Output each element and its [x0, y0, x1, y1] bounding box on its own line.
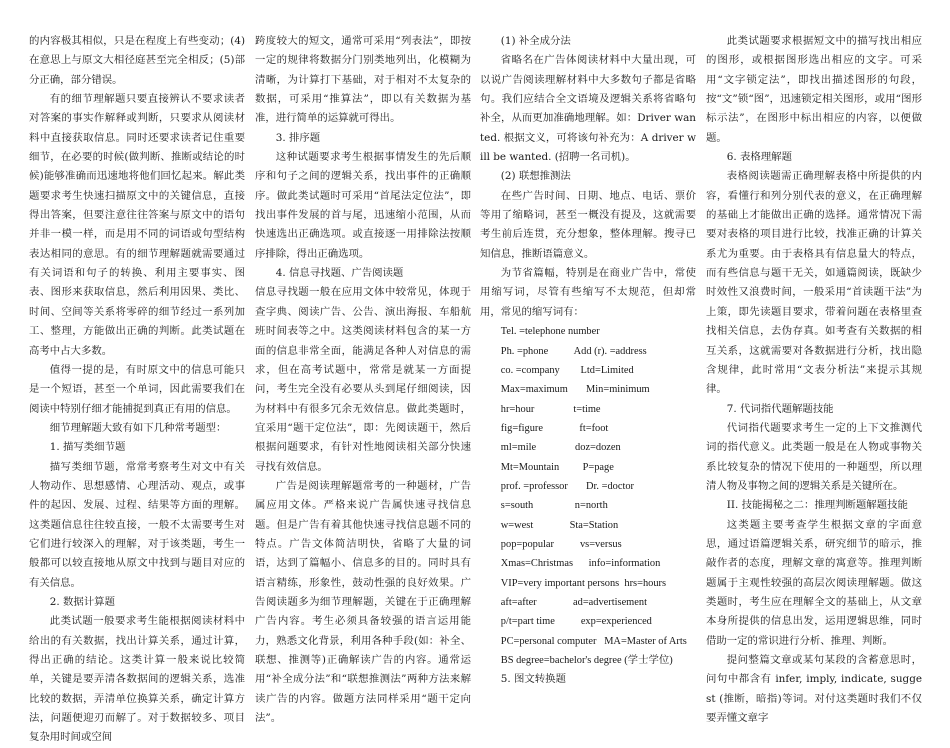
- paragraph: II. 技能揭秘之二：推理判断题解题技能: [726, 499, 908, 512]
- paragraph: VIP=very important persons hrs=hours: [500, 577, 667, 589]
- paragraph: (2) 联想推测法: [500, 170, 571, 183]
- paragraph: 这类题主要考查学生根据文章的字面意思，通过语篇逻辑关系，研究细节的暗示，推敲作者的态度，理解文章的寓意等。推理判断题属于主观性较强的高层次阅读理解题。做这类题时，考生应在理解全文的基础上，从文章本身所提供的信息出发，运用逻辑思维，同时借助一定的常识进行分析、推理、判断。: [706, 518, 922, 647]
- paragraph: 此类试题要求根据短文中的描写找出相应的图形，或根据图形选出相应的文字。可采用“文字锁定法”，即找出描述图形的句段，按“文”锁“图”，迅速锁定相关图形，或用“图形标示法”，在图形中标出相应的内容，以便做题。: [706, 35, 922, 144]
- paragraph: 这种试题要求考生根据事情发生的先后顺序和句子之间的逻辑关系，找出事件的正确顺序。做此类试题时可采用“首尾法定位法”，即找出事件发展的首与尾，迅速缩小范围，从而快速选出正确选项。或直接逐一用排除法按顺序排除，得出正确选项。: [255, 151, 471, 260]
- paragraph: 跨度较大的短文，通常可采用“列表法”，即按一定的规律将数据分门别类地列出，化模糊为清晰，为计算打下基础，对于相对不太复杂的数据，可采用“推算法”，即以有关数据为基准，进行简单的运算就可得出。: [255, 35, 471, 125]
- paragraph: 7. 代词指代题解题技能: [726, 402, 834, 415]
- text-column-1: [29, 32, 245, 748]
- paragraph: 此类试题一般要求考生能根据阅读材料中给出的有关数据，找出计算关系，通过计算，得出正确的结论。这类计算一般来说比较简单，关键是要弄清各数据间的逻辑关系，选准比较的数据，弄清单位换算关系，确定计算方法，问题便迎刃而解了。对于数据较多、项目复杂用时间或空间: [29, 615, 245, 744]
- paragraph: hr=hour t=time: [500, 403, 601, 415]
- paragraph: pop=popular vs=versus: [500, 538, 622, 550]
- paragraph: 有的细节理解题只要直接辨认不要求读者对答案的事实作解释或判断，只要求从阅读材料中直接获取信息。同时还要求读者记住重要细节，在必要的时候(做判断、推断或结论的时候)能够准确而迅速地将他们回忆起来。解此类题要求考生快速扫描原文中的关键信息，直接得出答案，但要注意往往答案与原文中的语句并非一模一样，而是用不同的词语或句型结构表达相同的意思。有的细节理解题就需要通过有关词语和句子的转换、利用主要事实、图表、图形来获取信息，然后利用因果、类比、时间、空间等关系将零碎的细节经过一系列加工、整理，方能做出正确的判断。此类试题在高考中占大多数。: [29, 93, 245, 357]
- paragraph: 提问整篇文章或某句某段的含蓄意思时，问句中都含有 infer, imply, indicate, suggest (推断，暗指)等词。对付这类题时我们不仅要弄懂文章字: [706, 654, 922, 725]
- paragraph: 4. 信息寻找题、广告阅读题: [275, 267, 404, 280]
- paragraph: Xmas=Christmas info=information: [500, 558, 661, 570]
- paragraph: s=south n=north: [500, 500, 608, 512]
- paragraph: 值得一提的是，有时原文中的信息可能只是一个短语，甚至一个单词，因此需要我们在阅读中特别仔细才能捕捉到真正有用的信息。: [29, 363, 245, 415]
- paragraph: 细节理解题大致有如下几种常考题型：: [49, 421, 227, 434]
- paragraph: co. =company Ltd=Limited: [500, 364, 634, 376]
- paragraph: 2. 数据计算题: [49, 595, 115, 608]
- paragraph: 广告是阅读理解题常考的一种题材，广告属应用文体。严格来说广告属快速寻找信息题。但是广告有着其他快速寻找信息题不同的特点。广告文体简洁明快，省略了大量的词语，达到了篇幅小、信息多的目的。同时具有语言精练，形象性，鼓动性强的良好效果。广告阅读题多为细节理解题，关键在于正确理解广告内容。考生必须具备较强的语言运用能力，熟悉文化背景，利用各种手段(如：补全、联想、推测等)正确解读广告的内容。通常运用“补全成分法”和“联想推测法”两种方法来解读广告的内容。做题方法同样采用“题干定向法”。: [255, 479, 471, 725]
- paragraph: BS degree=bachelor's degree (学士学位): [500, 655, 673, 666]
- paragraph: w=west Sta=Station: [500, 519, 619, 531]
- paragraph: 5. 图文转换题: [500, 673, 566, 686]
- paragraph: 为节省篇幅，特别是在商业广告中，常使用缩写词，尽管有些缩写不太规范，但却常用，常见的缩写词有：: [480, 267, 696, 318]
- text-column-2: [255, 32, 471, 728]
- paragraph: 省略名在广告体阅读材料中大量出现，可以说广告阅读理解材料中大多数句子都是省略句。我们应结合全文语境及逻辑关系将省略句补全，从而更加准确地理解。如：Driver wanted. 根据文义，可将该句补充为：A driver will be wanted. (招聘一名司机)。: [480, 54, 696, 164]
- paragraph: 描写类细节题，常常考察考生对文中有关人物动作、思想感情、心理活动、观点，或事件的起因、发展、过程、结果等方面的理解。这类题信息往往较直接，一般不太需要考生对它们进行较深入的理解，对于该类题，考生一般都可以较直接地从原文中找到与题目对应的有关信息。: [29, 460, 245, 589]
- paragraph: ml=mile doz=dozen: [500, 442, 621, 454]
- paragraph: Mt=Mountain P=page: [500, 461, 614, 473]
- paragraph: (1) 补全成分法: [500, 35, 571, 47]
- paragraph: 代词指代题要求考生一定的上下文推测代词的指代意义。此类题一般是在人物或事物关系比较复杂的情况下使用的一种题型，所以理清人物及事物之间的逻辑关系是关键所在。: [706, 421, 922, 492]
- paragraph: 的内容极其相似，只是在程度上有些变动；(4)在意思上与原文大相径庭甚至完全相反；(5)部分正确，部分错误。: [29, 35, 245, 86]
- text-column-3: [480, 32, 696, 690]
- paragraph: 3. 排序题: [275, 131, 321, 144]
- paragraph: 表格阅读题需正确理解表格中所提供的内容，看懂行和列分别代表的意义，在正确理解的基础上才能做出正确的选择。通常情况下需要对表格的项目进行比较，找准正确的计算关系尤为重要。由于表格具有信息量大的特点，而有些信息与题干无关，如通篇阅读，既缺少时效性又浪费时间，一般采用“首读题干法”为上策，即先读题目要求，带着问题在表格里查找相关信息，去伪存真。如考查有关数据的相互关系，这就需要对各数据进行分析，找出隐含规律，此时常用“文表分析法”来提示其规律。: [706, 170, 922, 396]
- paragraph: 6. 表格理解题: [726, 151, 792, 164]
- paragraph: 1. 描写类细节题: [49, 441, 126, 454]
- paragraph: Ph. =phone Add (r). =address: [500, 345, 647, 357]
- text-column-4: [706, 32, 922, 728]
- paragraph: prof. =professor Dr. =doctor: [500, 480, 635, 492]
- paragraph: PC=personal computer MA=Master of Arts: [500, 635, 687, 647]
- paragraph: Tel. =telephone number: [500, 326, 600, 338]
- paragraph: aft=after ad=advertisement: [500, 596, 647, 608]
- paragraph: 信息寻找题一般在应用文体中较常见，体现于查字典、阅读广告、公告、演出海报、车船航班时间表等之中。这类阅读材料包含的某一方面的信息非常全面，能满足各种人对信息的需求，但在高考试题中，常常是就某一方面提问，考生完全没有必要从头到尾仔细阅读，因为材料中有很多冗余无效信息。做此类题时，宜采用“题干定位法”，即：先阅读题干，然后根据问题要求，有针对性地阅读相关部分快速寻找有效信息。: [255, 286, 471, 473]
- paragraph: Max=maximum Min=minimum: [500, 384, 650, 396]
- paragraph: 在些广告时间、日期、地点、电话、票价等用了缩略词，甚至一概没有提及，这就需要考生前后连贯，充分想象，整体理解。搜寻已知信息，推断语篇意义。: [480, 189, 696, 260]
- paragraph: p/t=part time exp=experienced: [500, 616, 652, 628]
- paragraph: fig=figure ft=foot: [500, 422, 609, 434]
